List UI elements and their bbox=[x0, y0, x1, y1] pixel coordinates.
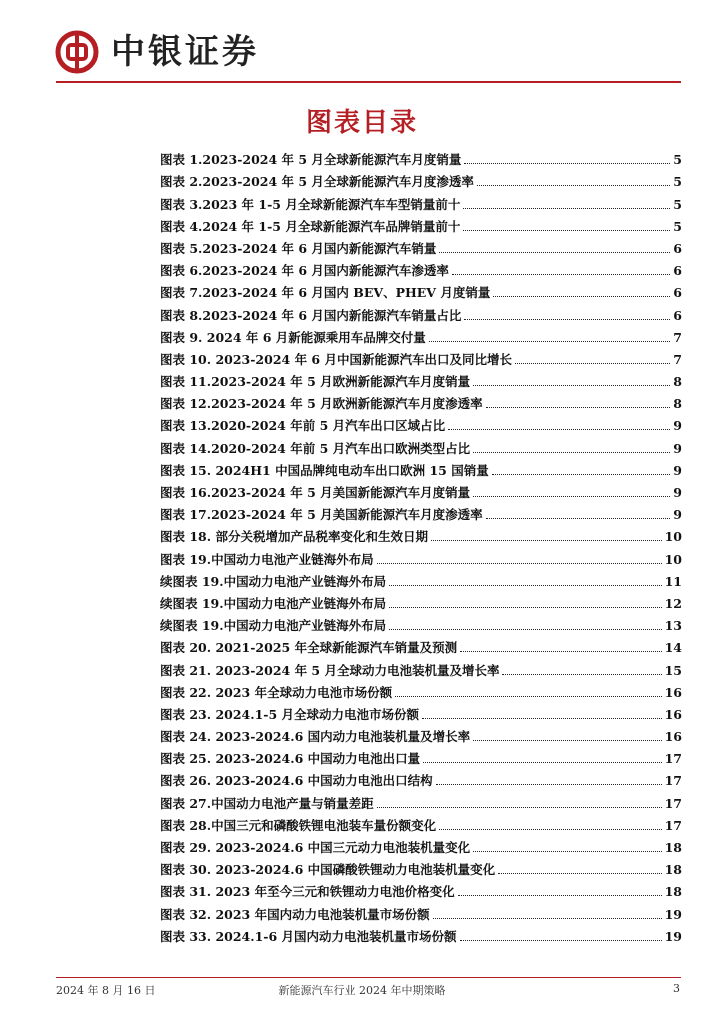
toc-leader-dots bbox=[464, 319, 670, 320]
toc-entry[interactable] bbox=[160, 346, 682, 368]
toc-leader-dots bbox=[458, 895, 662, 896]
toc-entry[interactable] bbox=[160, 612, 682, 634]
toc-leader-dots bbox=[429, 341, 671, 342]
toc-leader-dots bbox=[460, 940, 662, 941]
toc-entry-page: 5 bbox=[673, 174, 682, 190]
toc-entry[interactable] bbox=[160, 168, 682, 190]
toc-entry-page: 5 bbox=[673, 152, 682, 168]
toc-entry-page: 14 bbox=[664, 640, 682, 656]
toc-leader-dots bbox=[377, 807, 662, 808]
footer-page-number: 3 bbox=[673, 982, 680, 995]
toc-leader-dots bbox=[422, 718, 662, 719]
toc-entry[interactable] bbox=[160, 767, 682, 789]
toc-entry-label: 图表 33. 2024.1-6 月国内动力电池装机量市场份额 bbox=[160, 928, 457, 944]
toc-entry-page: 19 bbox=[664, 928, 682, 944]
toc-entry[interactable] bbox=[160, 701, 682, 723]
toc-leader-dots bbox=[463, 208, 670, 209]
toc-entry[interactable] bbox=[160, 501, 682, 523]
toc-entry-label: 图表 31. 2023 年至今三元和铁锂动力电池价格变化 bbox=[160, 884, 455, 900]
toc-entry-page: 17 bbox=[664, 751, 682, 767]
toc-leader-dots bbox=[492, 474, 671, 475]
toc-entry-label: 图表 13.2020-2024 年前 5 月汽车出口区域占比 bbox=[160, 418, 446, 434]
toc-entry-page: 17 bbox=[664, 817, 682, 833]
toc-entry-label: 图表 24. 2023-2024.6 国内动力电池装机量及增长率 bbox=[160, 729, 471, 745]
toc-entry[interactable] bbox=[160, 856, 682, 878]
toc-entry-page: 10 bbox=[664, 551, 682, 567]
toc-entry[interactable] bbox=[160, 812, 682, 834]
toc-entry[interactable] bbox=[160, 900, 682, 922]
toc-entry-page: 19 bbox=[664, 906, 682, 922]
toc-entry-label: 图表 4.2024 年 1-5 月全球新能源汽车品牌销量前十 bbox=[160, 218, 461, 234]
toc-entry-label: 图表 2.2023-2024 年 5 月全球新能源汽车月度渗透率 bbox=[160, 174, 474, 190]
toc-entry[interactable] bbox=[160, 434, 682, 456]
toc-entry-label: 图表 6.2023-2024 年 6 月国内新能源汽车渗透率 bbox=[160, 263, 449, 279]
toc-entry-page: 9 bbox=[673, 507, 682, 523]
toc-leader-dots bbox=[389, 585, 661, 586]
toc-entry[interactable] bbox=[160, 390, 682, 412]
toc-entry[interactable] bbox=[160, 789, 682, 811]
footer-divider bbox=[56, 977, 681, 978]
toc-entry-page: 17 bbox=[664, 773, 682, 789]
toc-entry[interactable] bbox=[160, 590, 682, 612]
toc-entry-label: 图表 26. 2023-2024.6 中国动力电池出口结构 bbox=[160, 773, 433, 789]
toc-entry[interactable] bbox=[160, 301, 682, 323]
toc-entry-label: 图表 7.2023-2024 年 6 月国内 BEV、PHEV 月度销量 bbox=[160, 285, 491, 301]
toc-entry-page: 9 bbox=[673, 440, 682, 456]
toc-entry-label: 图表 11.2023-2024 年 5 月欧洲新能源汽车月度销量 bbox=[160, 374, 471, 390]
toc-entry-label: 图表 12.2023-2024 年 5 月欧洲新能源汽车月度渗透率 bbox=[160, 396, 483, 412]
toc-entry-label: 续图表 19.中国动力电池产业链海外布局 bbox=[160, 573, 387, 589]
toc-entry-page: 8 bbox=[673, 396, 682, 412]
toc-entry-page: 16 bbox=[664, 706, 682, 722]
toc-entry-page: 6 bbox=[673, 307, 682, 323]
footer-date: 2024 年 8 月 16 日 bbox=[56, 984, 156, 997]
toc-leader-dots bbox=[431, 540, 662, 541]
header-divider bbox=[56, 81, 681, 83]
toc-entry-label: 图表 8.2023-2024 年 6 月国内新能源汽车销量占比 bbox=[160, 307, 462, 323]
toc-leader-dots bbox=[486, 518, 671, 519]
toc-leader-dots bbox=[452, 274, 670, 275]
toc-entry-page: 17 bbox=[664, 795, 682, 811]
toc-title: 图表目录 bbox=[305, 108, 418, 138]
toc-entry[interactable] bbox=[160, 257, 682, 279]
toc-entry[interactable] bbox=[160, 213, 682, 235]
toc-entry[interactable] bbox=[160, 324, 682, 346]
toc-entry[interactable] bbox=[160, 679, 682, 701]
toc-entry-label: 续图表 19.中国动力电池产业链海外布局 bbox=[160, 618, 387, 634]
toc-entry[interactable] bbox=[160, 745, 682, 767]
toc-leader-dots bbox=[439, 252, 670, 253]
toc-entry[interactable] bbox=[160, 479, 682, 501]
toc-entry[interactable] bbox=[160, 279, 682, 301]
toc-leader-dots bbox=[502, 674, 661, 675]
toc-entry[interactable] bbox=[160, 190, 682, 212]
toc-entry-page: 11 bbox=[664, 573, 682, 589]
toc-entry-page: 6 bbox=[673, 263, 682, 279]
toc-leader-dots bbox=[436, 784, 662, 785]
toc-entry-page: 5 bbox=[673, 218, 682, 234]
toc-leader-dots bbox=[486, 407, 671, 408]
toc-leader-dots bbox=[464, 163, 670, 164]
toc-leader-dots bbox=[463, 230, 670, 231]
toc-entry[interactable] bbox=[160, 523, 682, 545]
page-header bbox=[55, 26, 259, 78]
toc-entry-label: 图表 14.2020-2024 年前 5 月汽车出口欧洲类型占比 bbox=[160, 440, 471, 456]
toc-entry-label: 图表 19.中国动力电池产业链海外布局 bbox=[160, 551, 374, 567]
toc-leader-dots bbox=[389, 607, 661, 608]
toc-entry-page: 10 bbox=[664, 529, 682, 545]
toc-entry-page: 9 bbox=[673, 418, 682, 434]
toc-entry-page: 5 bbox=[673, 196, 682, 212]
toc-entry-page: 16 bbox=[664, 684, 682, 700]
toc-entry-page: 18 bbox=[664, 884, 682, 900]
toc-list bbox=[160, 146, 682, 945]
toc-leader-dots bbox=[423, 762, 661, 763]
toc-entry-label: 图表 15. 2024H1 中国品牌纯电动车出口欧洲 15 国销量 bbox=[160, 462, 489, 478]
toc-entry-label: 图表 20. 2021-2025 年全球新能源汽车销量及预测 bbox=[160, 640, 458, 656]
toc-leader-dots bbox=[498, 873, 661, 874]
toc-entry-label: 续图表 19.中国动力电池产业链海外布局 bbox=[160, 595, 387, 611]
toc-entry-label: 图表 16.2023-2024 年 5 月美国新能源汽车月度销量 bbox=[160, 485, 471, 500]
toc-entry-page: 12 bbox=[664, 595, 682, 611]
toc-leader-dots bbox=[515, 363, 670, 364]
toc-entry[interactable] bbox=[160, 545, 682, 567]
toc-entry-label: 图表 25. 2023-2024.6 中国动力电池出口量 bbox=[160, 751, 421, 767]
toc-entry-page: 13 bbox=[664, 618, 682, 634]
bank-of-china-logo-icon bbox=[55, 30, 99, 74]
toc-leader-dots bbox=[473, 452, 670, 453]
toc-entry[interactable] bbox=[160, 878, 682, 900]
toc-leader-dots bbox=[439, 829, 661, 830]
toc-entry[interactable] bbox=[160, 146, 682, 168]
toc-entry[interactable] bbox=[160, 368, 682, 390]
toc-entry-label: 图表 1.2023-2024 年 5 月全球新能源汽车月度销量 bbox=[160, 152, 462, 168]
toc-entry-page: 9 bbox=[673, 485, 682, 500]
toc-entry-page: 7 bbox=[673, 351, 682, 367]
toc-entry-page: 15 bbox=[664, 662, 682, 678]
toc-entry-label: 图表 22. 2023 年全球动力电池市场份额 bbox=[160, 684, 393, 700]
toc-entry-label: 图表 30. 2023-2024.6 中国磷酸铁锂动力电池装机量变化 bbox=[160, 862, 496, 878]
toc-entry[interactable] bbox=[160, 923, 682, 945]
toc-entry-page: 9 bbox=[673, 462, 682, 478]
toc-leader-dots bbox=[448, 429, 670, 430]
toc-leader-dots bbox=[473, 496, 670, 497]
brand-name: 中银证券 bbox=[111, 32, 259, 72]
toc-leader-dots bbox=[377, 563, 662, 564]
toc-entry-label: 图表 23. 2024.1-5 月全球动力电池市场份额 bbox=[160, 706, 420, 722]
toc-entry-page: 7 bbox=[673, 329, 682, 345]
toc-entry-label: 图表 10. 2023-2024 年 6 月中国新能源汽车出口及同比增长 bbox=[160, 351, 512, 367]
toc-entry[interactable] bbox=[160, 568, 682, 590]
toc-entry-label: 图表 28.中国三元和磷酸铁锂电池装车量份额变化 bbox=[160, 817, 437, 833]
toc-entry[interactable] bbox=[160, 834, 682, 856]
toc-entry-label: 图表 27.中国动力电池产量与销量差距 bbox=[160, 795, 374, 811]
toc-entry-label: 图表 3.2023 年 1-5 月全球新能源汽车车型销量前十 bbox=[160, 196, 461, 212]
toc-entry-label: 图表 5.2023-2024 年 6 月国内新能源汽车销量 bbox=[160, 240, 437, 256]
toc-leader-dots bbox=[473, 385, 670, 386]
toc-entry[interactable] bbox=[160, 457, 682, 479]
toc-entry[interactable] bbox=[160, 656, 682, 678]
toc-entry-label: 图表 21. 2023-2024 年 5 月全球动力电池装机量及增长率 bbox=[160, 662, 500, 678]
toc-entry-label: 图表 32. 2023 年国内动力电池装机量市场份额 bbox=[160, 906, 430, 922]
toc-entry-page: 6 bbox=[673, 285, 682, 301]
toc-leader-dots bbox=[389, 629, 661, 630]
toc-entry[interactable] bbox=[160, 412, 682, 434]
toc-leader-dots bbox=[477, 185, 670, 186]
toc-leader-dots bbox=[473, 740, 661, 741]
toc-entry-page: 6 bbox=[673, 240, 682, 256]
toc-entry-page: 18 bbox=[664, 862, 682, 878]
toc-entry-page: 16 bbox=[664, 729, 682, 745]
toc-entry-label: 图表 29. 2023-2024.6 中国三元动力电池装机量变化 bbox=[160, 840, 471, 855]
toc-entry-page: 18 bbox=[664, 840, 682, 855]
footer-report-title: 新能源汽车行业 2024 年中期策略 bbox=[278, 984, 446, 997]
toc-leader-dots bbox=[460, 651, 662, 652]
toc-entry-label: 图表 9. 2024 年 6 月新能源乘用车品牌交付量 bbox=[160, 329, 426, 345]
toc-leader-dots bbox=[433, 918, 662, 919]
toc-entry-page: 8 bbox=[673, 374, 682, 390]
toc-entry-label: 图表 17.2023-2024 年 5 月美国新能源汽车月度渗透率 bbox=[160, 507, 483, 523]
toc-leader-dots bbox=[395, 696, 662, 697]
toc-entry-label: 图表 18. 部分关税增加产品税率变化和生效日期 bbox=[160, 529, 428, 545]
toc-entry[interactable] bbox=[160, 634, 682, 656]
toc-leader-dots bbox=[473, 851, 661, 852]
toc-entry[interactable] bbox=[160, 723, 682, 745]
toc-entry[interactable] bbox=[160, 235, 682, 257]
toc-leader-dots bbox=[493, 296, 670, 297]
